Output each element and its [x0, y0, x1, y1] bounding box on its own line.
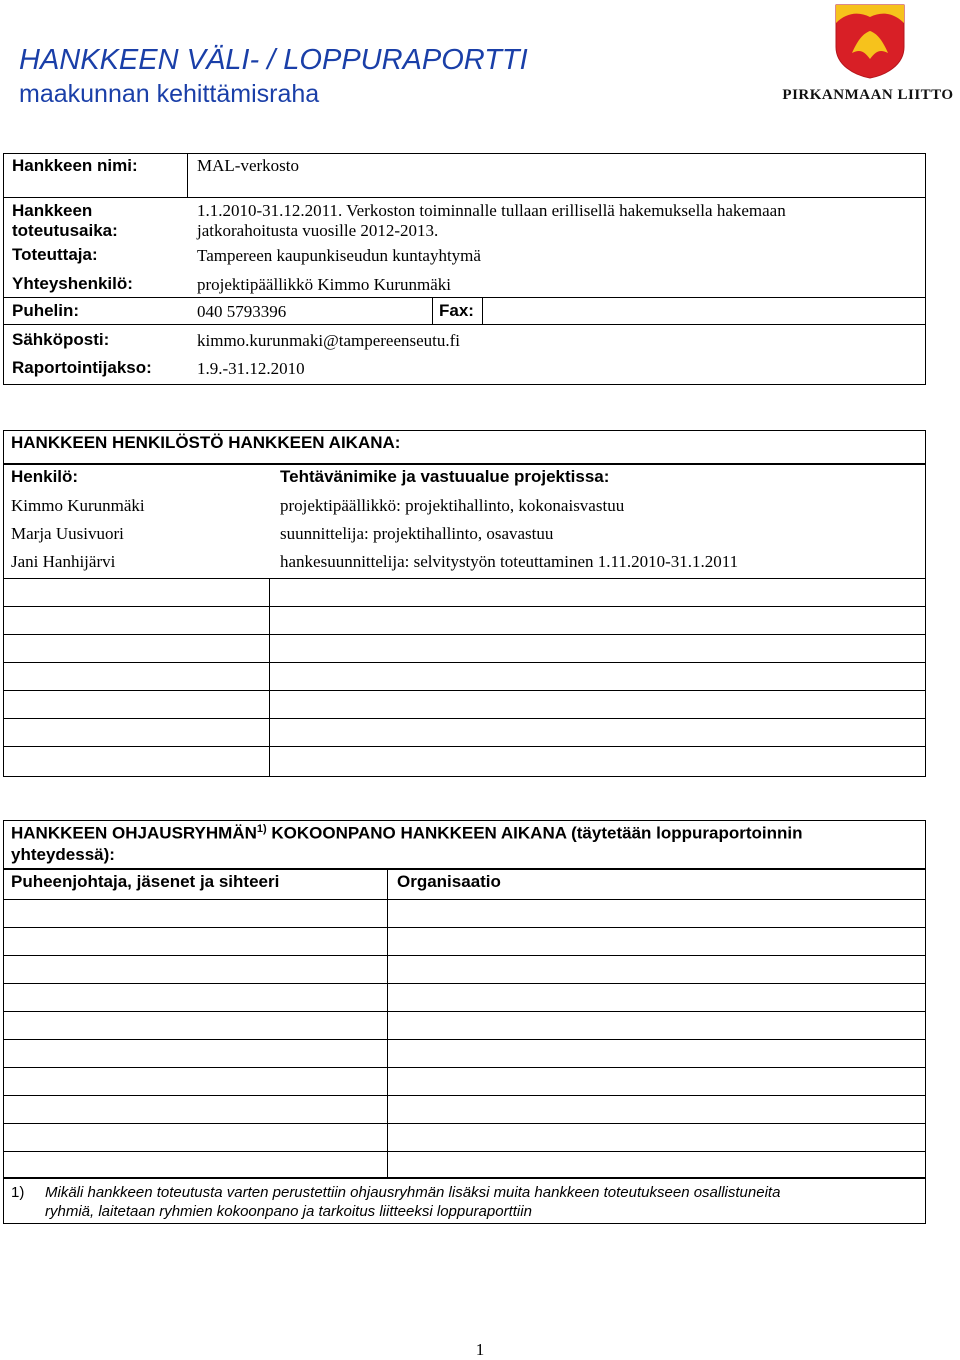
page-number: 1 — [475, 1340, 485, 1359]
email-value: kimmo.kurunmaki@tampereenseutu.fi — [197, 331, 461, 350]
empty-row-divider — [4, 1011, 925, 1012]
footnote-marker: 1) — [11, 1184, 25, 1201]
logo-text: PIRKANMAAN LIITTO — [782, 87, 954, 103]
empty-row-divider — [4, 983, 925, 984]
empty-row-divider — [4, 718, 925, 719]
email-label: Sähköposti: — [12, 330, 110, 349]
implementer-value: Tampereen kaupunkiseudun kuntayhtymä — [197, 246, 481, 265]
staff-role: hankesuunnittelija: selvitystyön toteuttaminen 1.11.2010-31.1.2011 — [280, 552, 739, 571]
empty-row-divider — [4, 690, 925, 691]
steering-heading-line1: HANKKEEN OHJAUSRYHMÄN$^{1)}$ KOKOONPANO HANKKEEN AIKANA (täytetään loppuraportoinnin — [11, 823, 803, 843]
phone-value: 040 5793396 — [197, 302, 287, 321]
implementer-label: Toteuttaja: — [12, 245, 98, 264]
staff-person: Jani Hanhijärvi — [11, 552, 116, 571]
staff-col-person: Henkilö: — [11, 467, 79, 486]
staff-table — [3, 430, 926, 777]
fax-label: Fax: — [439, 301, 474, 320]
steering-col-members: Puheenjohtaja, jäsenet ja sihteeri — [11, 872, 280, 891]
empty-row-divider — [4, 1039, 925, 1040]
empty-row-divider — [4, 1067, 925, 1068]
footnote-line2: ryhmiä, laitetaan ryhmien kokoonpano ja tarkoitus liitteeksi loppuraporttiin — [45, 1203, 532, 1220]
staff-role: suunnittelija: projektihallinto, osavastuu — [280, 524, 554, 543]
footnote-reference: 1) — [256, 823, 267, 835]
duration-label-line2: toteutusaika: — [12, 221, 118, 240]
reporting-period-label: Raportointijakso: — [12, 358, 152, 377]
staff-role: projektipäällikkö: projektihallinto, kokonaisvastuu — [280, 496, 625, 515]
duration-value-line1: 1.1.2010-31.12.2011. Verkoston toiminnalle tullaan erillisellä hakemuksella hakemaan — [197, 201, 786, 220]
empty-row-divider — [4, 1123, 925, 1124]
empty-row-divider — [4, 955, 925, 956]
phone-label: Puhelin: — [12, 301, 80, 320]
empty-row-divider — [4, 1151, 925, 1152]
staff-person: Kimmo Kurunmäki — [11, 496, 145, 515]
duration-label-line1: Hankkeen — [12, 201, 93, 220]
staff-col-role: Tehtävänimike ja vastuualue projektissa: — [280, 467, 610, 486]
project-name-value: MAL-verkosto — [197, 156, 299, 175]
empty-row-divider — [4, 1095, 925, 1096]
steering-heading-line2: yhteydessä): — [11, 845, 115, 864]
staff-person: Marja Uusivuori — [11, 524, 124, 543]
project-name-label: Hankkeen nimi: — [12, 156, 138, 175]
empty-row-divider — [4, 746, 925, 747]
empty-row-divider — [4, 634, 925, 635]
pirkanmaan-liitto-logo — [779, 3, 957, 103]
empty-row-divider — [4, 606, 925, 607]
empty-row-divider — [4, 927, 925, 928]
staff-heading: HANKKEEN HENKILÖSTÖ HANKKEEN AIKANA: — [11, 433, 401, 452]
document-title: HANKKEEN VÄLI- / LOPPURAPORTTI — [19, 44, 528, 76]
empty-row-divider — [4, 662, 925, 663]
steering-col-organisation: Organisaatio — [397, 872, 501, 891]
footnote-line1: Mikäli hankkeen toteutusta varten perustettiin ohjausryhmän lisäksi muita hankkeen toteutukseen osallistuneita — [45, 1184, 781, 1201]
coat-of-arms-icon — [834, 3, 906, 79]
reporting-period-value: 1.9.-31.12.2010 — [197, 359, 305, 378]
contact-person-label: Yhteyshenkilö: — [12, 274, 133, 293]
document-subtitle: maakunnan kehittämisraha — [19, 80, 320, 108]
duration-value-line2: jatkorahoitusta vuosille 2012-2013. — [197, 221, 439, 240]
steering-group-table — [3, 820, 926, 1224]
project-info-box — [3, 153, 926, 385]
contact-person-value: projektipäällikkö Kimmo Kurunmäki — [197, 275, 452, 294]
